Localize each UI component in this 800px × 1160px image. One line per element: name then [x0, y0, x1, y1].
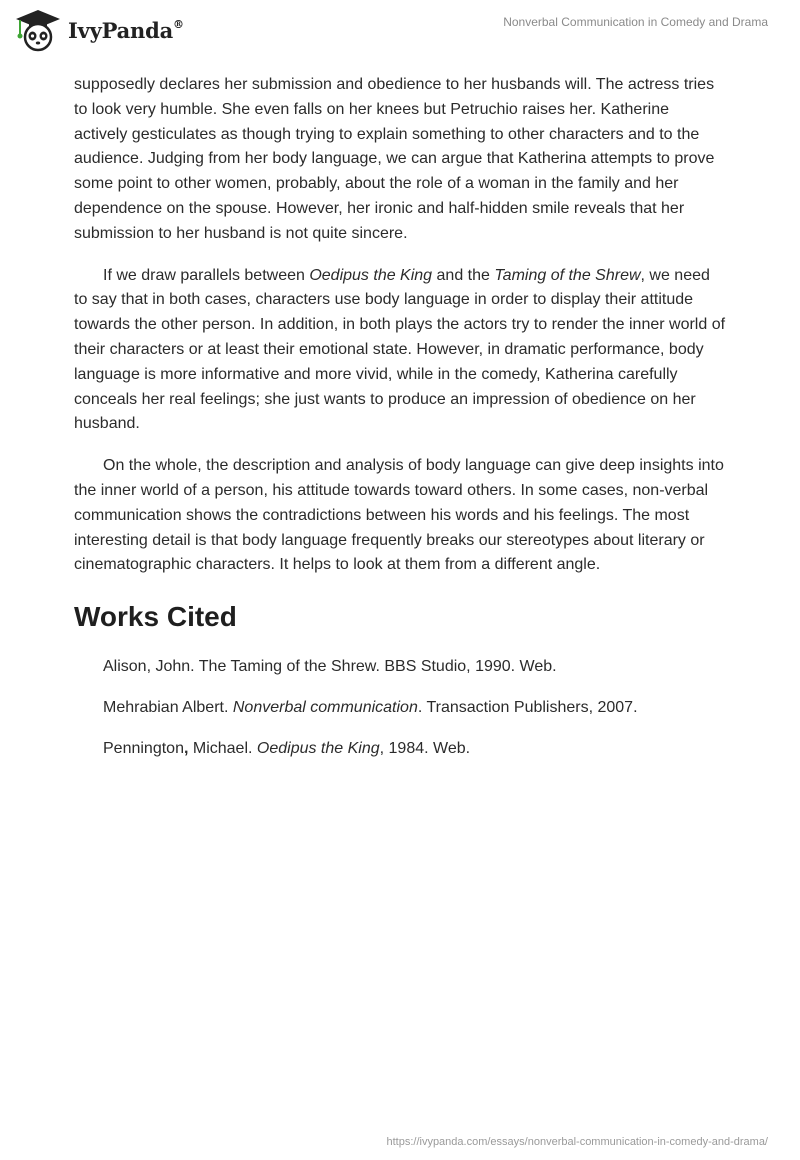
works-cited-heading: Works Cited	[74, 601, 237, 633]
document-title: Nonverbal Communication in Comedy and Drama	[503, 15, 768, 29]
body-paragraph-2: If we draw parallels between Oedipus the King and the Taming of the Shrew, we need to say that in both cases, characters use body language in order to display their attitude towards the other person. In addition, in both plays the actors try to render the inner world of their characters or at least their emotional state. However, in dramatic performance, body language is more informative and more vivid, while in the comedy, Katherina carefully conceals her real feelings; she just wants to produce an impression of obedience on her husband.	[74, 266, 726, 433]
body-paragraph-1: supposedly declares her submission and obedience to her husbands will. The actress tries to look very humble. She even falls on her knees but Petruchio raises her. Katherine actively gesticulates as though trying to explain something to other characters and to the audience. Judging from her body language, we can argue that Katherina attempts to prove some point to other women, probably, about the role of a woman in the family and her dependence on the spouse. However, her ironic and half-hidden smile reveals that her submission to her husband is not quite sincere.	[74, 76, 715, 242]
brand-logo[interactable]	[14, 8, 184, 52]
title-taming: Taming of the Shrew	[494, 266, 641, 284]
source-url[interactable]: https://ivypanda.com/essays/nonverbal-communication-in-comedy-and-drama/	[386, 1136, 768, 1148]
title-oedipus: Oedipus the King	[309, 266, 433, 284]
citation-1: Alison, John. The Taming of the Shrew. BBS Studio, 1990. Web.	[103, 658, 557, 676]
body-paragraph-3: On the whole, the description and analysis of body language can give deep insights into the inner world of a person, his attitude towards toward others. In some cases, non-verbal communication shows the contradictions between his words and his feelings. The most interesting detail is that body language frequently breaks our stereotypes about literary or cinematographic characters. It helps to look at them from a different angle.	[74, 457, 724, 574]
panda-logo-icon	[14, 8, 62, 52]
citation-3: Pennington, Michael. Oedipus the King, 1984. Web.	[103, 740, 471, 758]
page-header	[0, 0, 800, 60]
citation-2: Mehrabian Albert. Nonverbal communication. Transaction Publishers, 2007.	[103, 699, 638, 717]
essay-content	[74, 73, 726, 778]
brand-name: IvyPanda®	[68, 17, 184, 43]
